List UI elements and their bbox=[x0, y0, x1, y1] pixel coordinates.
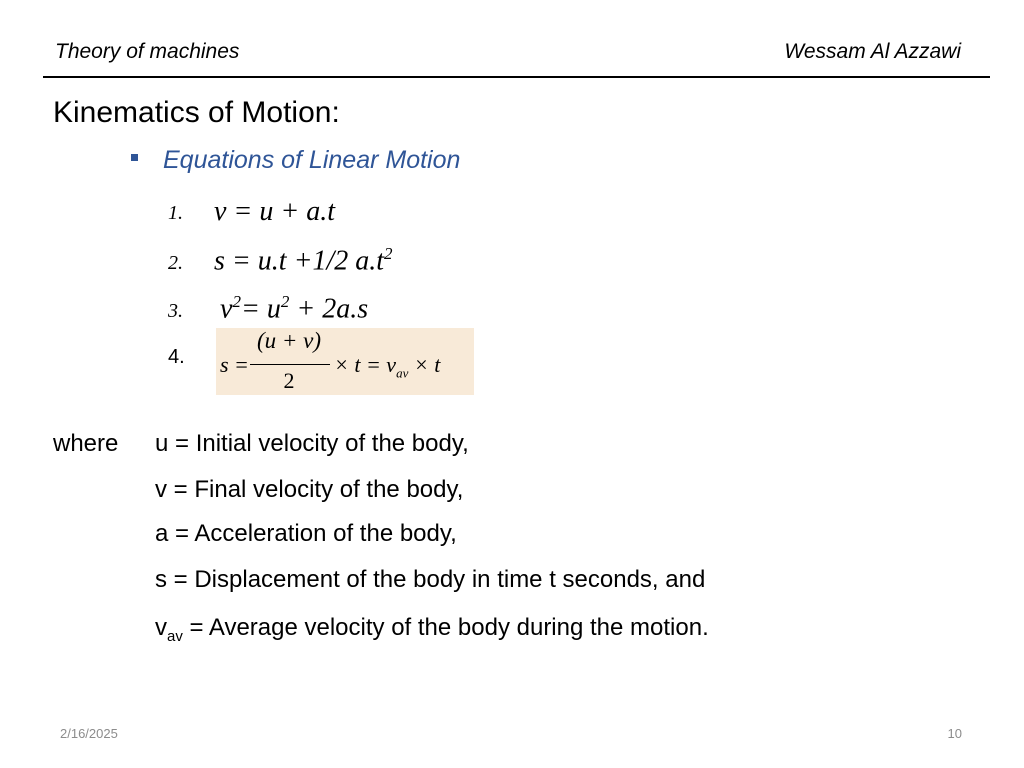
equation-3-u: = u bbox=[240, 293, 281, 325]
bullet-square-icon bbox=[131, 154, 138, 161]
definition-u: u = Initial velocity of the body, bbox=[155, 430, 469, 457]
equation-3-number: 3. bbox=[168, 300, 183, 322]
equation-1: v = u + a.t bbox=[214, 196, 335, 227]
equation-4-lhs: s = bbox=[220, 352, 249, 377]
footer-date: 2/16/2025 bbox=[60, 726, 118, 741]
where-label: where bbox=[53, 430, 119, 457]
equation-3-tail: + 2a.s bbox=[296, 293, 369, 325]
header-course-title: Theory of machines bbox=[55, 40, 240, 63]
equation-4-rhs bbox=[334, 352, 440, 381]
equation-4-image bbox=[216, 328, 474, 395]
equation-3 bbox=[220, 292, 368, 325]
equation-3-u-exponent: 2 bbox=[280, 292, 290, 311]
footer-page-number: 10 bbox=[947, 726, 962, 741]
definition-vav-symbol: v bbox=[155, 614, 167, 641]
slide-title: Kinematics of Motion: bbox=[53, 96, 340, 129]
definition-s: s = Displacement of the body in time t seconds, and bbox=[155, 566, 706, 593]
equation-4-rhs-subscript: av bbox=[396, 365, 409, 381]
equation-4-rhs-tail: × t bbox=[408, 352, 441, 377]
equation-2 bbox=[214, 244, 393, 277]
fraction-bar bbox=[250, 364, 330, 365]
equation-3-v: v bbox=[220, 293, 233, 325]
bullet-heading: Equations of Linear Motion bbox=[163, 146, 461, 174]
equation-4-denominator: 2 bbox=[283, 368, 295, 393]
equation-4-rhs-body: × t = v bbox=[334, 352, 397, 377]
equation-1-number: 1. bbox=[168, 202, 183, 224]
equation-4-numerator: (u + v) bbox=[256, 328, 322, 353]
definition-v: v = Final velocity of the body, bbox=[155, 476, 464, 503]
equation-2-number: 2. bbox=[168, 252, 183, 274]
header-author: Wessam Al Azzawi bbox=[784, 40, 961, 63]
definition-vav-subscript: av bbox=[167, 627, 183, 645]
definition-vav-text: = Average velocity of the body during the motion. bbox=[182, 614, 709, 641]
equation-4-number: 4. bbox=[168, 346, 185, 368]
definition-a: a = Acceleration of the body, bbox=[155, 520, 457, 547]
equation-2-exponent: 2 bbox=[384, 244, 393, 263]
equation-3-v-exponent: 2 bbox=[232, 292, 241, 311]
equation-2-body: s = u.t +1/2 a.t bbox=[214, 245, 385, 277]
header-divider bbox=[43, 76, 990, 78]
definition-vav bbox=[155, 614, 709, 645]
